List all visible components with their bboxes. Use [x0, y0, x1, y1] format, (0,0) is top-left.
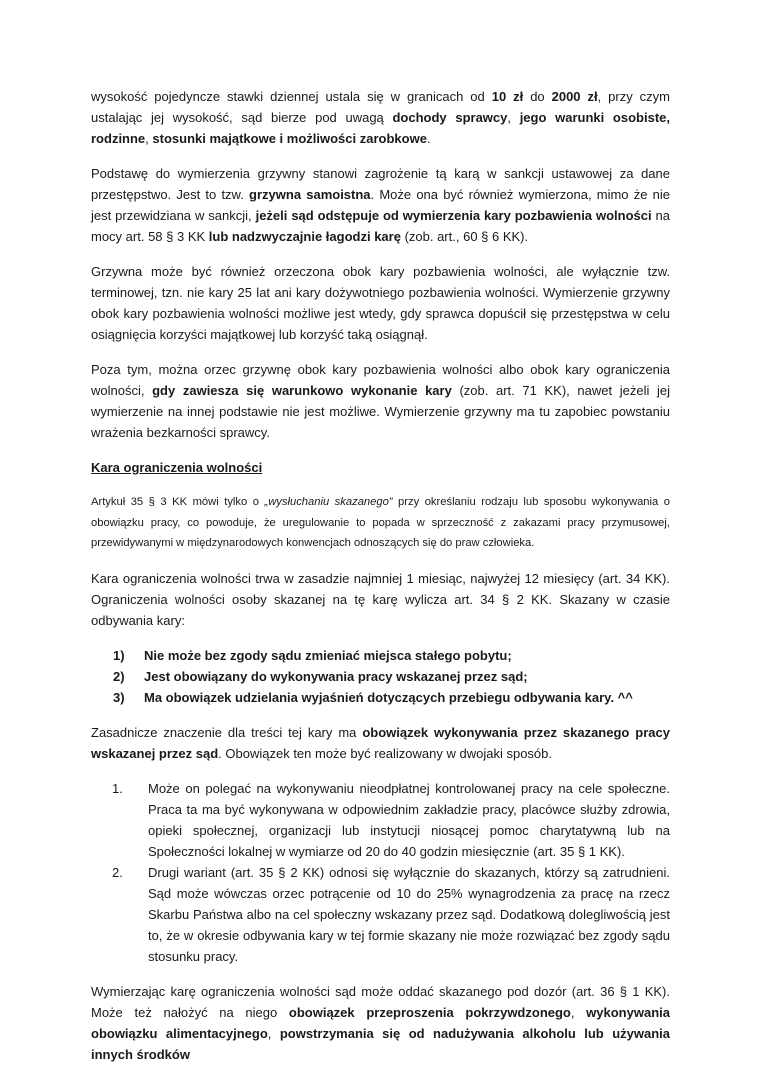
list-item: 2) Jest obowiązany do wykonywania pracy wskazanej przez sąd; [113, 668, 528, 684]
list-item: 1) Nie może bez zgody sądu zmieniać miejsca stałego pobytu; [113, 647, 512, 663]
list-item: 1. Może on polegać na wykonywaniu nieodpłatnej kontrolowanej pracy na cele społeczne. Praca ta ma być wykonywana w odpowiednim zakładzie pracy, placówce służby zdrowia, opieki społecznej, organizacji lub instytucji niosącej pomoc charytatywną lub na Społeczności lokalnej w wymiarze od 20 do 40 godzin miesięcznie (art. 35 § 1 KK). [112, 780, 670, 859]
list-item: 2. Drugi wariant (art. 35 § 2 KK) odnosi się wyłącznie do skazanych, którzy są zatrudnieni. Sąd może wówczas orzec potrącenie od 10 do 25% wynagrodzenia za pracę na rzecz Skarbu Państwa albo na cel społeczny wskazany przez sąd. Dodatkową dolegliwością jest to, że w okresie odbywania kary w tej formie skazany nie może rozwiązać bez zgody sądu stosunku pracy. [112, 864, 670, 964]
paragraph-fine-amount: wysokość pojedyncze stawki dziennej ustala się w granicach od 10 zł do 2000 zł, przy czym ustalając jej wysokość, sąd bierze pod uwagą dochody sprawcy, jego warunki osobiste, rodzinne, stosunki majątkowe i możliwości zarobkowe. [91, 89, 670, 146]
paragraph-fine-suspension: Poza tym, można orzec grzywnę obok kary pozbawienia wolności albo obok kary ograniczenia wolności, gdy zawiesza się warunkowo wykonanie kary (zob. art. 71 KK), nawet jeżeli jej wymierzenie na innej podstawie nie jest możliwe. Wymierzenie grzywny ma tu zapobiec powstaniu wrażenia bezkarności sprawcy. [91, 362, 671, 440]
paragraph-fine-with-imprisonment: Grzywna może być również orzeczona obok kary pozbawienia wolności, ale wyłącznie tzw. terminowej, tzn. nie kary 25 lat ani kary dożywotniego pozbawienia wolności. Wymierzenie grzywny obok kary pozbawienia wolności możliwe jest wtedy, gdy sprawca dopuścił się przestępstwa w celu osiągnięcia korzyści majątkowej lub korzyść taką osiągnął. [91, 264, 670, 342]
section-heading: Kara ograniczenia wolności [91, 460, 263, 475]
list-item: 3) Ma obowiązek udzielania wyjaśnień dotyczących przebiegu odbywania kary. ^^ [113, 689, 633, 705]
paragraph-restriction-duration: Kara ograniczenia wolności trwa w zasadzie najmniej 1 miesiąc, najwyżej 12 miesięcy (art. 34 KK). Ograniczenia wolności osoby skazanej na tę karę wylicza art. 34 § 2 KK. Skazany w czasie odbywania kary: [91, 570, 670, 628]
obligations-list [91, 645, 670, 708]
paragraph-article-note: Artykuł 35 § 3 KK mówi tylko o „wysłuchaniu skazanego” przy określaniu rodzaju lub sposobu wykonywania o obowiązku pracy, co powoduje, że uregulowanie to popada w sprzeczność z zakazami pracy przymusowej, przewidywanymi w międzynarodowych konwencjach odnoszących się do praw człowieka. [91, 496, 670, 549]
work-variants-list [91, 778, 670, 967]
paragraph-work-obligation: Zasadnicze znaczenie dla treści tej kary ma obowiązek wykonywania przez skazanego pracy wskazanej przez sąd. Obowiązek ten może być realizowany w dwojaki sposób. [91, 724, 670, 761]
paragraph-supervision: Wymierzając karę ograniczenia wolności sąd może oddać skazanego pod dozór (art. 36 § 1 KK). Może też nałożyć na niego obowiązek przeproszenia pokrzywdzonego, wykonywania obowiązku alimentacyjnego, powstrzymania się od nadużywania alkoholu lub używania innych środków [91, 983, 670, 1062]
paragraph-fine-basis: Podstawę do wymierzenia grzywny stanowi zagrożenie tą karą w sankcji ustawowej za dane przestępstwo. Jest to tzw. grzywna samoistna. Może ona być również wymierzona, mimo że nie jest przewidziana w sankcji, jeżeli sąd odstępuje od wymierzenia kary pozbawienia wolności na mocy art. 58 § 3 KK lub nadzwyczajnie łagodzi karę (zob. art., 60 § 6 KK). [91, 166, 670, 244]
